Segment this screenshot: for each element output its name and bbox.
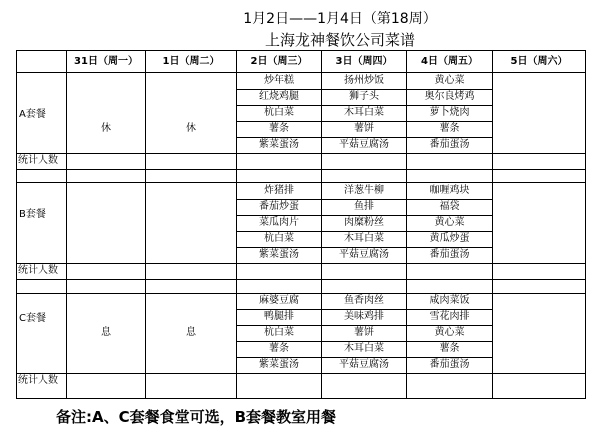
menu-cell: 薯饼 <box>354 327 374 338</box>
menu-cell: 红烧鸡腿 <box>259 91 299 102</box>
menu-cell: 息 <box>186 327 196 338</box>
menu-cell: 休 <box>186 123 196 134</box>
column-header-wed: 2日（周三） <box>250 56 308 67</box>
menu-cell: 平菇豆腐汤 <box>339 139 389 150</box>
menu-cell: 紫菜蛋汤 <box>259 249 299 260</box>
menu-cell: 番茄蛋汤 <box>429 359 470 370</box>
column-header-mon: 31日（周一） <box>74 56 138 67</box>
menu-cell: 雪花肉排 <box>429 311 470 322</box>
column-header-sat: 5日（周六） <box>510 56 568 67</box>
menu-cell: 番茄蛋汤 <box>429 249 470 260</box>
menu-cell: 麻婆豆腐 <box>259 295 299 306</box>
menu-cell: 炒年糕 <box>264 75 294 86</box>
menu-cell: 美味鸡排 <box>344 311 384 322</box>
menu-cell: 番茄炒蛋 <box>259 201 299 212</box>
column-header-fri: 4日（周五） <box>421 56 478 67</box>
menu-cell: 扬州炒饭 <box>344 75 384 86</box>
menu-cell: 平菇豆腐汤 <box>339 359 389 370</box>
menu-cell: 薯条 <box>439 123 460 134</box>
menu-cell: 杭白菜 <box>264 233 294 244</box>
menu-cell: 福袋 <box>439 201 460 212</box>
menu-cell: 奥尔良烤鸡 <box>424 91 475 102</box>
menu-cell: 黄瓜炒蛋 <box>429 233 470 244</box>
menu-cell: 菜瓜肉片 <box>259 217 299 228</box>
menu-cell: 鱼香肉丝 <box>344 295 384 306</box>
menu-cell: 薯饼 <box>354 123 374 134</box>
footer-note: 备注:A、C套餐食堂可选，B套餐教室用餐 <box>56 408 337 426</box>
menu-cell: 紫菜蛋汤 <box>259 359 299 370</box>
menu-cell: 狮子头 <box>349 91 379 102</box>
section-label-c: C套餐 <box>19 313 46 324</box>
menu-cell: 平菇豆腐汤 <box>339 249 389 260</box>
column-header-thu: 3日（周四） <box>335 56 393 67</box>
column-header-tue: 1日（周二） <box>162 56 220 67</box>
count-label-b: 统计人数 <box>18 265 58 276</box>
menu-cell: 木耳白菜 <box>344 233 384 244</box>
menu-cell: 黄心菜 <box>434 217 465 228</box>
menu-cell: 杭白菜 <box>264 327 294 338</box>
menu-cell: 咖喱鸡块 <box>429 185 470 196</box>
section-label-a: A套餐 <box>19 109 46 120</box>
menu-cell: 薯条 <box>269 343 289 354</box>
menu-cell: 木耳白菜 <box>344 343 384 354</box>
count-label-a: 统计人数 <box>18 155 58 166</box>
menu-cell: 木耳白菜 <box>344 107 384 118</box>
date-range: 1月2日——1月4日（第18周） <box>243 11 437 27</box>
menu-cell: 咸肉菜饭 <box>429 295 470 306</box>
menu-cell: 黄心菜 <box>434 327 465 338</box>
menu-cell: 杭白菜 <box>264 107 294 118</box>
section-label-b: B套餐 <box>19 209 46 220</box>
menu-cell: 鱼排 <box>354 201 374 212</box>
menu-cell: 炸猪排 <box>264 185 294 196</box>
menu-cell: 紫菜蛋汤 <box>259 139 299 150</box>
menu-cell: 薯条 <box>269 123 289 134</box>
menu-cell: 息 <box>101 327 111 338</box>
menu-cell: 番茄蛋汤 <box>429 139 470 150</box>
menu-cell: 肉糜粉丝 <box>344 217 384 228</box>
menu-title: 上海龙神餐饮公司菜谱 <box>264 31 415 49</box>
menu-cell: 鸭腿排 <box>264 311 294 322</box>
menu-cell: 薯条 <box>439 343 460 354</box>
menu-cell: 休 <box>101 123 111 134</box>
menu-cell: 萝卜烧肉 <box>429 107 470 118</box>
menu-cell: 黄心菜 <box>434 75 465 86</box>
count-label-c: 统计人数 <box>18 375 58 386</box>
menu-cell: 洋葱牛柳 <box>344 185 384 196</box>
